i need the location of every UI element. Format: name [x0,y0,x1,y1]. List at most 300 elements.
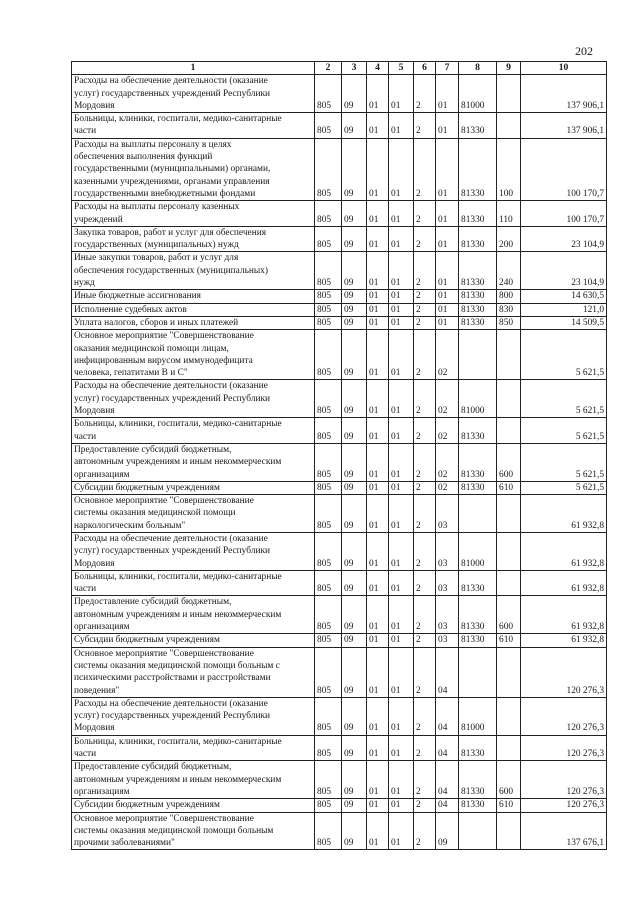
code-cell-c2: 805 [315,303,342,316]
code-cell-c6: 2 [414,252,436,290]
code-cell-c7: 04 [436,647,459,697]
description-line: государственными внебюджетными фондами [74,188,256,199]
description-line: прочими заболеваниями" [74,838,175,849]
code-cell-c6: 2 [414,113,436,139]
description-line: Мордовия [74,558,115,569]
amount-cell: 121,0 [521,303,607,316]
description-line: Больницы, клиники, госпитали, медико-санитарные [74,419,282,430]
description-line: инфицированным вирусом иммунодефицита [74,355,253,366]
table-row [72,330,607,380]
code-cell-c7: 01 [436,75,459,113]
code-cell-c2: 805 [315,75,342,113]
code-cell-c9 [497,647,521,697]
code-cell-c7: 01 [436,303,459,316]
column-header: 3 [342,62,367,75]
table-row [72,481,607,494]
code-cell-c6: 2 [414,290,436,303]
code-cell-c3: 09 [342,290,367,303]
code-cell-c3: 09 [342,138,367,200]
code-cell-c6: 2 [414,316,436,329]
amount-cell: 61 932,8 [521,596,607,634]
code-cell-c7: 03 [436,634,459,647]
row-description [72,761,315,799]
table-row [72,532,607,570]
description-line: Основное мероприятие "Совершенствование [74,648,254,659]
row-description [72,316,315,329]
code-cell-c3: 09 [342,113,367,139]
table-row [72,735,607,761]
column-header: 5 [389,62,414,75]
code-cell-c2: 805 [315,799,342,812]
code-cell-c4: 01 [367,330,389,380]
code-cell-c8: 81330 [459,481,497,494]
code-cell-c3: 09 [342,303,367,316]
code-cell-c3: 09 [342,201,367,227]
description-line: услуг) государственных учреждений Республики [74,711,271,722]
row-description [72,380,315,418]
code-cell-c4: 01 [367,812,389,850]
description-line: Расходы на обеспечение деятельности (оказание [74,533,268,544]
code-cell-c5: 01 [389,418,414,444]
column-header: 6 [414,62,436,75]
code-cell-c7: 01 [436,252,459,290]
code-cell-c2: 805 [315,290,342,303]
description-line: Иные закупки товаров, работ и услуг для [74,253,239,264]
description-line: учреждений [74,214,123,225]
code-cell-c4: 01 [367,761,389,799]
code-cell-c3: 09 [342,226,367,252]
code-cell-c6: 2 [414,481,436,494]
row-description [72,634,315,647]
code-cell-c3: 09 [342,316,367,329]
code-cell-c2: 805 [315,570,342,596]
code-cell-c8: 81330 [459,290,497,303]
amount-cell: 23 104,9 [521,226,607,252]
code-cell-c8: 81000 [459,75,497,113]
code-cell-c2: 805 [315,481,342,494]
code-cell-c5: 01 [389,647,414,697]
code-cell-c8: 81000 [459,532,497,570]
code-cell-c4: 01 [367,532,389,570]
column-header: 1 [72,62,315,75]
code-cell-c9: 240 [497,252,521,290]
column-header: 10 [521,62,607,75]
code-cell-c2: 805 [315,443,342,481]
description-line: автономным учреждениям и иным некоммерческим [74,774,282,785]
row-description [72,799,315,812]
code-cell-c4: 01 [367,481,389,494]
code-cell-c8: 81000 [459,697,497,735]
code-cell-c2: 805 [315,532,342,570]
code-cell-c8: 81330 [459,252,497,290]
description-line: Больницы, клиники, госпитали, медико-санитарные [74,114,282,125]
code-cell-c8 [459,812,497,850]
amount-cell: 120 276,3 [521,799,607,812]
code-cell-c2: 805 [315,495,342,533]
code-cell-c4: 01 [367,113,389,139]
code-cell-c2: 805 [315,418,342,444]
code-cell-c8: 81330 [459,316,497,329]
code-cell-c5: 01 [389,316,414,329]
column-header: 2 [315,62,342,75]
column-header: 7 [436,62,459,75]
code-cell-c5: 01 [389,75,414,113]
code-cell-c2: 805 [315,380,342,418]
code-cell-c9: 110 [497,201,521,227]
code-cell-c3: 09 [342,481,367,494]
code-cell-c7: 04 [436,799,459,812]
description-line: организациям [74,786,130,797]
code-cell-c6: 2 [414,380,436,418]
code-cell-c4: 01 [367,226,389,252]
code-cell-c9: 600 [497,443,521,481]
code-cell-c9: 610 [497,481,521,494]
code-cell-c9: 600 [497,596,521,634]
description-line: системы оказания медицинской помощи больным с [74,660,280,671]
code-cell-c3: 09 [342,495,367,533]
code-cell-c8: 81330 [459,634,497,647]
amount-cell: 137 906,1 [521,75,607,113]
code-cell-c6: 2 [414,443,436,481]
description-line: Основное мероприятие "Совершенствование [74,813,254,824]
table-row [72,443,607,481]
description-line: Уплата налогов, сборов и иных платежей [74,317,239,328]
code-cell-c7: 01 [436,290,459,303]
description-line: Субсидии бюджетным учреждениям [74,800,220,811]
description-line: нужд [74,278,95,289]
code-cell-c3: 09 [342,697,367,735]
table-row [72,316,607,329]
code-cell-c3: 09 [342,532,367,570]
code-cell-c2: 805 [315,201,342,227]
description-line: обеспечения государственных (муниципальных) [74,265,268,276]
description-line: казенными учреждениями, органами управления [74,176,270,187]
description-line: поведения" [74,685,120,696]
code-cell-c4: 01 [367,290,389,303]
code-cell-c4: 01 [367,647,389,697]
code-cell-c7: 03 [436,495,459,533]
description-line: Иные бюджетные ассигнования [74,291,201,302]
code-cell-c2: 805 [315,735,342,761]
code-cell-c8 [459,330,497,380]
description-line: Предоставление субсидий бюджетным, [74,597,232,608]
code-cell-c2: 805 [315,596,342,634]
description-line: услуг) государственных учреждений Республики [74,546,271,557]
amount-cell: 61 932,8 [521,532,607,570]
row-description [72,303,315,316]
code-cell-c5: 01 [389,226,414,252]
code-cell-c3: 09 [342,418,367,444]
code-cell-c6: 2 [414,799,436,812]
row-description [72,532,315,570]
code-cell-c6: 2 [414,761,436,799]
code-cell-c9 [497,812,521,850]
code-cell-c6: 2 [414,647,436,697]
code-cell-c7: 02 [436,418,459,444]
code-cell-c5: 01 [389,596,414,634]
code-cell-c8: 81330 [459,226,497,252]
code-cell-c7: 03 [436,532,459,570]
code-cell-c7: 03 [436,570,459,596]
row-description [72,495,315,533]
code-cell-c6: 2 [414,495,436,533]
code-cell-c7: 01 [436,226,459,252]
code-cell-c2: 805 [315,634,342,647]
description-line: автономным учреждениям и иным некоммерческим [74,609,282,620]
code-cell-c6: 2 [414,201,436,227]
amount-cell: 137 676,1 [521,812,607,850]
code-cell-c5: 01 [389,570,414,596]
code-cell-c5: 01 [389,634,414,647]
description-line: психическими расстройствами и расстройствами [74,673,271,684]
code-cell-c3: 09 [342,761,367,799]
code-cell-c2: 805 [315,252,342,290]
code-cell-c6: 2 [414,596,436,634]
code-cell-c2: 805 [315,316,342,329]
description-line: части [74,749,97,760]
description-line: Основное мероприятие "Совершенствование [74,331,254,342]
code-cell-c4: 01 [367,75,389,113]
code-cell-c8: 81330 [459,570,497,596]
code-cell-c3: 09 [342,735,367,761]
code-cell-c4: 01 [367,596,389,634]
table-body [72,75,607,850]
description-line: системы оказания медицинской помощи [74,508,236,519]
description-line: Мордовия [74,723,115,734]
description-line: части [74,584,97,595]
description-line: Расходы на выплаты персоналу в целях [74,139,232,150]
code-cell-c8: 81330 [459,418,497,444]
table-row [72,380,607,418]
description-line: обеспечения выполнения функций [74,152,213,163]
description-line: услуг) государственных учреждений Республики [74,393,271,404]
code-cell-c9 [497,735,521,761]
code-cell-c6: 2 [414,226,436,252]
code-cell-c6: 2 [414,697,436,735]
code-cell-c2: 805 [315,226,342,252]
code-cell-c9: 100 [497,138,521,200]
amount-cell: 5 621,5 [521,330,607,380]
table-row [72,252,607,290]
code-cell-c4: 01 [367,570,389,596]
description-line: Расходы на обеспечение деятельности (оказание [74,76,268,87]
code-cell-c5: 01 [389,735,414,761]
code-cell-c6: 2 [414,532,436,570]
code-cell-c5: 01 [389,495,414,533]
code-cell-c4: 01 [367,495,389,533]
code-cell-c3: 09 [342,812,367,850]
code-cell-c6: 2 [414,330,436,380]
amount-cell: 5 621,5 [521,418,607,444]
code-cell-c4: 01 [367,418,389,444]
description-line: Больницы, клиники, госпитали, медико-санитарные [74,571,282,582]
amount-cell: 14 630,5 [521,290,607,303]
code-cell-c9: 800 [497,290,521,303]
code-cell-c6: 2 [414,634,436,647]
description-line: автономным учреждениям и иным некоммерческим [74,457,282,468]
row-description [72,596,315,634]
row-description [72,418,315,444]
table-row [72,418,607,444]
code-cell-c4: 01 [367,201,389,227]
header-row [72,62,607,75]
row-description [72,735,315,761]
code-cell-c4: 01 [367,138,389,200]
code-cell-c2: 805 [315,138,342,200]
amount-cell: 61 932,8 [521,570,607,596]
description-line: Больницы, клиники, госпитали, медико-санитарные [74,736,282,747]
description-line: государственных (муниципальных) нужд [74,240,239,251]
code-cell-c9: 610 [497,634,521,647]
table-row [72,697,607,735]
code-cell-c3: 09 [342,647,367,697]
code-cell-c9 [497,330,521,380]
code-cell-c7: 02 [436,330,459,380]
code-cell-c7: 02 [436,443,459,481]
code-cell-c5: 01 [389,761,414,799]
row-description [72,113,315,139]
amount-cell: 61 932,8 [521,634,607,647]
code-cell-c8: 81330 [459,201,497,227]
amount-cell: 120 276,3 [521,647,607,697]
row-description [72,570,315,596]
row-description [72,201,315,227]
code-cell-c3: 09 [342,330,367,380]
table-row [72,761,607,799]
code-cell-c5: 01 [389,330,414,380]
description-line: части [74,126,97,137]
description-line: человека, гепатитами В и С" [74,368,188,379]
row-description [72,290,315,303]
row-description [72,812,315,850]
code-cell-c5: 01 [389,201,414,227]
code-cell-c2: 805 [315,330,342,380]
code-cell-c9 [497,75,521,113]
code-cell-c7: 01 [436,316,459,329]
budget-table [71,61,607,850]
description-line: Мордовия [74,100,115,111]
code-cell-c4: 01 [367,252,389,290]
row-description [72,481,315,494]
description-line: Субсидии бюджетным учреждениям [74,635,220,646]
amount-cell: 100 170,7 [521,201,607,227]
code-cell-c9 [497,380,521,418]
code-cell-c9 [497,697,521,735]
description-line: части [74,431,97,442]
code-cell-c3: 09 [342,596,367,634]
code-cell-c4: 01 [367,634,389,647]
code-cell-c5: 01 [389,113,414,139]
description-line: системы оказания медицинской помощи больным [74,825,274,836]
code-cell-c8: 81330 [459,799,497,812]
amount-cell: 5 621,5 [521,380,607,418]
code-cell-c5: 01 [389,138,414,200]
row-description [72,443,315,481]
code-cell-c2: 805 [315,697,342,735]
code-cell-c6: 2 [414,812,436,850]
amount-cell: 23 104,9 [521,252,607,290]
code-cell-c6: 2 [414,75,436,113]
code-cell-c9 [497,113,521,139]
description-line: организациям [74,469,130,480]
code-cell-c9 [497,570,521,596]
column-header: 8 [459,62,497,75]
code-cell-c5: 01 [389,443,414,481]
code-cell-c3: 09 [342,252,367,290]
amount-cell: 120 276,3 [521,761,607,799]
amount-cell: 5 621,5 [521,481,607,494]
amount-cell: 5 621,5 [521,443,607,481]
code-cell-c5: 01 [389,252,414,290]
table-row [72,495,607,533]
amount-cell: 61 932,8 [521,495,607,533]
description-line: услуг) государственных учреждений Республики [74,88,271,99]
code-cell-c5: 01 [389,303,414,316]
description-line: Расходы на обеспечение деятельности (оказание [74,381,268,392]
code-cell-c2: 805 [315,761,342,799]
amount-cell: 120 276,3 [521,697,607,735]
code-cell-c8: 81330 [459,443,497,481]
description-line: Расходы на выплаты персоналу казенных [74,202,240,213]
column-header: 4 [367,62,389,75]
description-line: Мордовия [74,406,115,417]
page-number: 202 [575,44,593,58]
code-cell-c9: 600 [497,761,521,799]
description-line: Основное мероприятие "Совершенствование [74,496,254,507]
code-cell-c6: 2 [414,418,436,444]
table-row [72,812,607,850]
code-cell-c4: 01 [367,735,389,761]
code-cell-c7: 02 [436,481,459,494]
code-cell-c8 [459,647,497,697]
column-header: 9 [497,62,521,75]
description-line: Предоставление субсидий бюджетным, [74,444,232,455]
description-line: Расходы на обеспечение деятельности (оказание [74,698,268,709]
code-cell-c3: 09 [342,570,367,596]
row-description [72,697,315,735]
code-cell-c5: 01 [389,799,414,812]
amount-cell: 14 509,5 [521,316,607,329]
description-line: Субсидии бюджетным учреждениям [74,482,220,493]
code-cell-c8: 81330 [459,596,497,634]
table-row [72,226,607,252]
code-cell-c6: 2 [414,303,436,316]
table-row [72,570,607,596]
code-cell-c7: 04 [436,735,459,761]
code-cell-c4: 01 [367,316,389,329]
code-cell-c4: 01 [367,380,389,418]
amount-cell: 100 170,7 [521,138,607,200]
code-cell-c3: 09 [342,634,367,647]
code-cell-c5: 01 [389,290,414,303]
code-cell-c8: 81330 [459,113,497,139]
description-line: Исполнение судебных актов [74,304,187,315]
code-cell-c2: 805 [315,647,342,697]
description-line: Предоставление субсидий бюджетным, [74,762,232,773]
code-cell-c3: 09 [342,799,367,812]
code-cell-c3: 09 [342,443,367,481]
code-cell-c4: 01 [367,697,389,735]
table-row [72,290,607,303]
row-description [72,252,315,290]
code-cell-c8: 81330 [459,735,497,761]
description-line: Закупка товаров, работ и услуг для обеспечения [74,227,267,238]
code-cell-c9: 610 [497,799,521,812]
code-cell-c9: 830 [497,303,521,316]
code-cell-c7: 04 [436,697,459,735]
code-cell-c9 [497,532,521,570]
table-row [72,113,607,139]
